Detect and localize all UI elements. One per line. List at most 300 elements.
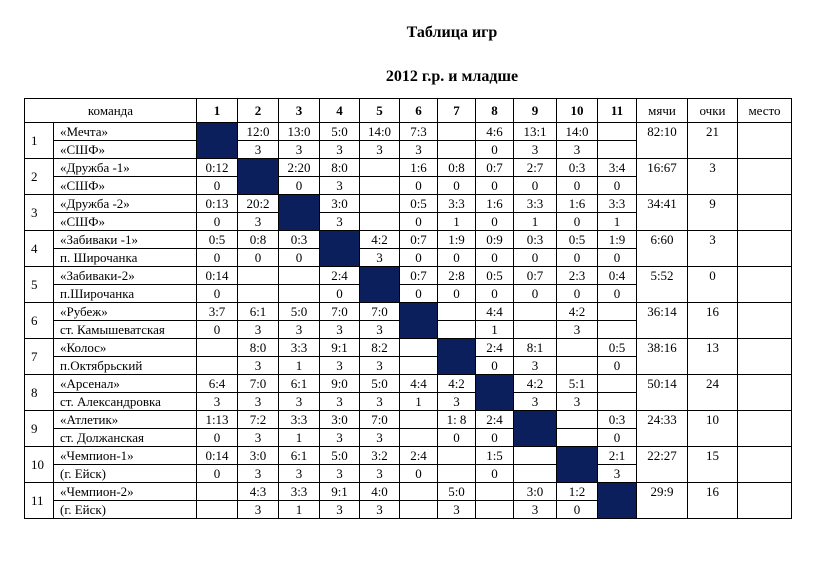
score-cell: 3:7	[197, 303, 238, 321]
points-cell: 0	[279, 177, 320, 195]
points-cell: 1	[279, 429, 320, 447]
score-cell: 0:14	[197, 447, 238, 465]
header-opponent-6: 6	[400, 99, 438, 123]
points-cell: 1	[514, 213, 557, 231]
team-row	[25, 267, 792, 285]
points-cell: 3	[557, 393, 598, 411]
team-name: «Арсенал»	[54, 375, 197, 393]
points-cell: 3	[514, 501, 557, 519]
team-name: «Забиваки-2»	[54, 267, 197, 285]
points-cell: 0	[438, 177, 476, 195]
points-cell: 0	[400, 285, 438, 303]
score-cell: 1:9	[438, 231, 476, 249]
points-total: 15	[688, 447, 738, 483]
points-cell: 3	[360, 501, 400, 519]
team-row	[25, 447, 792, 465]
points-cell: 0	[598, 285, 637, 303]
points-cell: 0	[598, 357, 637, 375]
team-location: (г. Ейск)	[54, 465, 197, 483]
points-cell: 3	[557, 141, 598, 159]
score-cell: 4:2	[514, 375, 557, 393]
points-cell	[557, 357, 598, 375]
team-row	[25, 231, 792, 249]
score-cell: 0:5	[598, 339, 637, 357]
score-cell: 9:1	[320, 483, 360, 501]
diagonal-cell	[557, 447, 598, 483]
team-number: 11	[25, 483, 54, 519]
score-cell: 0:12	[197, 159, 238, 177]
score-cell: 3:3	[279, 483, 320, 501]
points-cell: 0	[400, 249, 438, 267]
score-cell: 6:1	[238, 303, 279, 321]
score-cell: 7:0	[360, 303, 400, 321]
points-cell	[438, 141, 476, 159]
header-opponent-1: 1	[197, 99, 238, 123]
team-name: «Рубеж»	[54, 303, 197, 321]
score-cell: 2:4	[320, 267, 360, 285]
diagonal-cell	[197, 123, 238, 159]
score-cell	[476, 483, 514, 501]
score-cell: 3:3	[438, 195, 476, 213]
diagonal-cell	[279, 195, 320, 231]
points-cell: 0	[476, 249, 514, 267]
score-cell: 0:5	[476, 267, 514, 285]
team-location: (г. Ейск)	[54, 501, 197, 519]
points-cell: 0	[514, 285, 557, 303]
score-cell: 1:2	[557, 483, 598, 501]
goals-total: 24:33	[637, 411, 688, 447]
page-subtitle: 2012 г.р. и младше	[385, 68, 519, 85]
score-cell: 7:0	[238, 375, 279, 393]
points-cell	[400, 501, 438, 519]
score-cell: 0:3	[279, 231, 320, 249]
place-cell	[738, 123, 792, 159]
score-cell: 0:9	[476, 231, 514, 249]
score-cell: 7:0	[320, 303, 360, 321]
score-cell: 4:0	[360, 483, 400, 501]
points-cell: 0	[476, 357, 514, 375]
score-cell: 1:6	[400, 159, 438, 177]
score-cell: 0:7	[476, 159, 514, 177]
team-location: «СШФ»	[54, 141, 197, 159]
points-total: 3	[688, 159, 738, 195]
score-cell: 4:6	[476, 123, 514, 141]
points-total: 24	[688, 375, 738, 411]
points-cell: 3	[514, 141, 557, 159]
team-location: п. Широчанка	[54, 249, 197, 267]
goals-total: 82:10	[637, 123, 688, 159]
points-cell	[360, 177, 400, 195]
goals-total: 6:60	[637, 231, 688, 267]
score-cell: 2:4	[400, 447, 438, 465]
team-row	[25, 303, 792, 321]
team-row	[25, 411, 792, 429]
points-cell: 1	[598, 213, 637, 231]
team-row	[25, 195, 792, 213]
points-cell	[438, 465, 476, 483]
team-location: «СШФ»	[54, 177, 197, 195]
score-cell: 3:0	[320, 195, 360, 213]
points-cell: 0	[197, 321, 238, 339]
points-cell	[279, 285, 320, 303]
points-cell: 3	[360, 141, 400, 159]
points-cell: 0	[598, 249, 637, 267]
points-cell: 3	[279, 465, 320, 483]
points-cell	[238, 285, 279, 303]
score-cell: 2:4	[476, 339, 514, 357]
points-cell: 3	[400, 141, 438, 159]
points-cell: 3	[320, 213, 360, 231]
team-location: ст. Александровка	[54, 393, 197, 411]
score-cell: 0:5	[400, 195, 438, 213]
score-cell: 14:0	[557, 123, 598, 141]
points-cell: 0	[598, 177, 637, 195]
points-cell: 0	[557, 501, 598, 519]
points-cell	[557, 429, 598, 447]
header-opponent-9: 9	[514, 99, 557, 123]
team-number: 4	[25, 231, 54, 267]
team-name: «Атлетик»	[54, 411, 197, 429]
place-cell	[738, 447, 792, 483]
score-cell: 1:9	[598, 231, 637, 249]
score-cell: 5:0	[438, 483, 476, 501]
score-cell	[197, 483, 238, 501]
score-cell: 0:5	[557, 231, 598, 249]
points-cell: 0	[598, 429, 637, 447]
header-opponent-11: 11	[598, 99, 637, 123]
points-cell: 1	[400, 393, 438, 411]
points-cell: 3	[320, 501, 360, 519]
place-cell	[738, 411, 792, 447]
score-cell: 4:2	[438, 375, 476, 393]
points-total: 10	[688, 411, 738, 447]
points-cell: 0	[476, 285, 514, 303]
points-cell: 3	[598, 465, 637, 483]
score-cell: 5:0	[320, 447, 360, 465]
place-cell	[738, 483, 792, 519]
points-cell: 0	[438, 429, 476, 447]
header-opponent-2: 2	[238, 99, 279, 123]
team-number: 7	[25, 339, 54, 375]
team-number: 10	[25, 447, 54, 483]
points-total: 0	[688, 267, 738, 303]
points-cell: 3	[320, 429, 360, 447]
points-cell: 3	[360, 465, 400, 483]
team-row	[25, 123, 792, 141]
points-cell: 1	[279, 357, 320, 375]
points-cell: 1	[279, 501, 320, 519]
points-cell	[598, 141, 637, 159]
score-cell: 3:4	[598, 159, 637, 177]
points-cell	[360, 213, 400, 231]
points-cell: 0	[197, 177, 238, 195]
team-row	[25, 339, 792, 357]
score-cell: 1:6	[476, 195, 514, 213]
score-cell: 8:1	[514, 339, 557, 357]
points-cell: 0	[514, 249, 557, 267]
score-cell	[557, 411, 598, 429]
points-cell: 0	[238, 249, 279, 267]
team-number: 9	[25, 411, 54, 447]
score-cell: 3:0	[514, 483, 557, 501]
header-points: очки	[688, 99, 738, 123]
score-cell: 2:20	[279, 159, 320, 177]
points-cell: 0	[476, 213, 514, 231]
score-cell: 9:1	[320, 339, 360, 357]
score-cell	[197, 339, 238, 357]
score-cell	[400, 339, 438, 357]
points-total: 13	[688, 339, 738, 375]
score-cell: 0:4	[598, 267, 637, 285]
score-cell	[400, 483, 438, 501]
team-number: 3	[25, 195, 54, 231]
points-cell: 0	[400, 213, 438, 231]
points-cell: 3	[320, 177, 360, 195]
score-cell	[514, 447, 557, 465]
header-team: команда	[25, 99, 197, 123]
diagonal-cell	[360, 267, 400, 303]
team-name: «Забиваки -1»	[54, 231, 197, 249]
score-cell: 4:2	[360, 231, 400, 249]
score-cell	[557, 339, 598, 357]
score-cell: 3:3	[279, 411, 320, 429]
score-cell: 2:1	[598, 447, 637, 465]
points-cell	[476, 501, 514, 519]
points-total: 16	[688, 303, 738, 339]
points-cell: 0	[197, 429, 238, 447]
points-cell: 3	[238, 141, 279, 159]
header-opponent-10: 10	[557, 99, 598, 123]
score-cell: 0:7	[400, 231, 438, 249]
score-cell	[438, 447, 476, 465]
page-title: Таблица игр	[406, 24, 498, 41]
score-cell	[360, 195, 400, 213]
score-cell	[360, 159, 400, 177]
team-number: 6	[25, 303, 54, 339]
points-cell	[514, 321, 557, 339]
goals-total: 16:67	[637, 159, 688, 195]
team-location: п.Октябрьский	[54, 357, 197, 375]
score-cell: 5:0	[360, 375, 400, 393]
points-cell: 1	[438, 213, 476, 231]
points-cell: 0	[476, 177, 514, 195]
score-cell	[598, 123, 637, 141]
team-name: «Дружба -2»	[54, 195, 197, 213]
place-cell	[738, 303, 792, 339]
score-cell: 1: 8	[438, 411, 476, 429]
score-cell: 7:2	[238, 411, 279, 429]
goals-total: 36:14	[637, 303, 688, 339]
score-cell: 4:3	[238, 483, 279, 501]
diagonal-cell	[598, 483, 637, 519]
team-name: «Дружба -1»	[54, 159, 197, 177]
points-cell: 0	[400, 177, 438, 195]
points-total: 9	[688, 195, 738, 231]
points-cell: 3	[320, 465, 360, 483]
score-cell: 3:0	[238, 447, 279, 465]
points-cell: 3	[238, 429, 279, 447]
header-opponent-5: 5	[360, 99, 400, 123]
team-number: 5	[25, 267, 54, 303]
goals-total: 22:27	[637, 447, 688, 483]
team-location: п.Широчанка	[54, 285, 197, 303]
score-cell: 0:14	[197, 267, 238, 285]
score-cell: 0:3	[514, 231, 557, 249]
points-cell: 3	[238, 465, 279, 483]
points-cell: 0	[557, 213, 598, 231]
team-row	[25, 483, 792, 501]
score-cell: 0:7	[400, 267, 438, 285]
diagonal-cell	[438, 339, 476, 375]
score-cell: 12:0	[238, 123, 279, 141]
team-location: ст. Камышеватская	[54, 321, 197, 339]
points-cell: 3	[514, 393, 557, 411]
place-cell	[738, 159, 792, 195]
score-cell: 8:0	[238, 339, 279, 357]
team-name: «Колос»	[54, 339, 197, 357]
points-cell	[197, 501, 238, 519]
points-cell: 3	[360, 321, 400, 339]
diagonal-cell	[238, 159, 279, 195]
score-cell	[279, 267, 320, 285]
goals-total: 5:52	[637, 267, 688, 303]
score-cell: 9:0	[320, 375, 360, 393]
score-cell: 5:1	[557, 375, 598, 393]
score-cell: 0:8	[438, 159, 476, 177]
points-cell: 0	[438, 249, 476, 267]
points-cell: 0	[476, 141, 514, 159]
score-cell: 6:4	[197, 375, 238, 393]
score-cell: 1:5	[476, 447, 514, 465]
points-cell: 0	[476, 465, 514, 483]
points-cell	[598, 393, 637, 411]
points-cell: 3	[238, 213, 279, 231]
score-cell: 14:0	[360, 123, 400, 141]
points-cell: 3	[438, 501, 476, 519]
score-cell: 3:3	[279, 339, 320, 357]
score-cell: 0:8	[238, 231, 279, 249]
header-place: место	[738, 99, 792, 123]
header-opponent-8: 8	[476, 99, 514, 123]
points-cell: 3	[320, 357, 360, 375]
place-cell	[738, 339, 792, 375]
header-opponent-7: 7	[438, 99, 476, 123]
score-cell	[598, 303, 637, 321]
score-cell: 20:2	[238, 195, 279, 213]
points-cell: 3	[360, 357, 400, 375]
score-cell: 4:4	[400, 375, 438, 393]
points-cell: 0	[557, 285, 598, 303]
points-cell: 3	[320, 393, 360, 411]
points-cell: 3	[557, 321, 598, 339]
team-name: «Чемпион-2»	[54, 483, 197, 501]
diagonal-cell	[514, 411, 557, 447]
score-cell	[400, 411, 438, 429]
points-cell: 0	[197, 465, 238, 483]
score-cell	[238, 267, 279, 285]
place-cell	[738, 267, 792, 303]
points-cell: 0	[514, 177, 557, 195]
team-number: 8	[25, 375, 54, 411]
score-cell: 0:3	[557, 159, 598, 177]
score-cell: 3:2	[360, 447, 400, 465]
goals-total: 34:41	[637, 195, 688, 231]
points-cell: 0	[400, 465, 438, 483]
score-cell: 6:1	[279, 447, 320, 465]
points-cell	[514, 465, 557, 483]
points-cell	[400, 429, 438, 447]
score-cell: 7:3	[400, 123, 438, 141]
points-cell: 3	[279, 393, 320, 411]
header-opponent-4: 4	[320, 99, 360, 123]
points-cell: 3	[360, 249, 400, 267]
place-cell	[738, 195, 792, 231]
points-cell: 0	[438, 285, 476, 303]
score-cell: 13:0	[279, 123, 320, 141]
header-goals: мячи	[637, 99, 688, 123]
points-cell: 3	[238, 357, 279, 375]
score-cell: 8:2	[360, 339, 400, 357]
team-name: «Мечта»	[54, 123, 197, 141]
score-cell: 7:0	[360, 411, 400, 429]
score-cell: 5:0	[320, 123, 360, 141]
points-cell: 0	[197, 249, 238, 267]
diagonal-cell	[476, 375, 514, 411]
score-cell: 8:0	[320, 159, 360, 177]
points-cell: 0	[557, 177, 598, 195]
header-opponent-3: 3	[279, 99, 320, 123]
points-cell: 0	[197, 285, 238, 303]
score-cell	[438, 303, 476, 321]
goals-total: 38:16	[637, 339, 688, 375]
points-cell: 0	[557, 249, 598, 267]
points-cell: 3	[238, 501, 279, 519]
team-number: 1	[25, 123, 54, 159]
team-name: «Чемпион-1»	[54, 447, 197, 465]
score-cell: 2:7	[514, 159, 557, 177]
points-cell	[438, 321, 476, 339]
team-row	[25, 159, 792, 177]
place-cell	[738, 231, 792, 267]
score-cell: 0:3	[598, 411, 637, 429]
score-cell: 0:5	[197, 231, 238, 249]
points-cell: 0	[197, 213, 238, 231]
points-cell: 3	[279, 321, 320, 339]
points-cell: 3	[320, 141, 360, 159]
points-cell: 3	[514, 357, 557, 375]
diagonal-cell	[400, 303, 438, 339]
points-cell: 3	[238, 321, 279, 339]
points-cell: 3	[438, 393, 476, 411]
score-cell	[514, 303, 557, 321]
score-cell: 3:3	[514, 195, 557, 213]
score-cell: 5:0	[279, 303, 320, 321]
score-cell: 3:3	[598, 195, 637, 213]
points-total: 3	[688, 231, 738, 267]
score-cell: 4:4	[476, 303, 514, 321]
points-total: 21	[688, 123, 738, 159]
points-cell	[598, 321, 637, 339]
team-number: 2	[25, 159, 54, 195]
points-cell: 0	[320, 285, 360, 303]
points-cell: 3	[320, 321, 360, 339]
points-cell: 3	[238, 393, 279, 411]
points-cell: 3	[197, 393, 238, 411]
score-cell: 1:13	[197, 411, 238, 429]
score-cell: 6:1	[279, 375, 320, 393]
team-location: ст. Должанская	[54, 429, 197, 447]
score-cell	[598, 375, 637, 393]
